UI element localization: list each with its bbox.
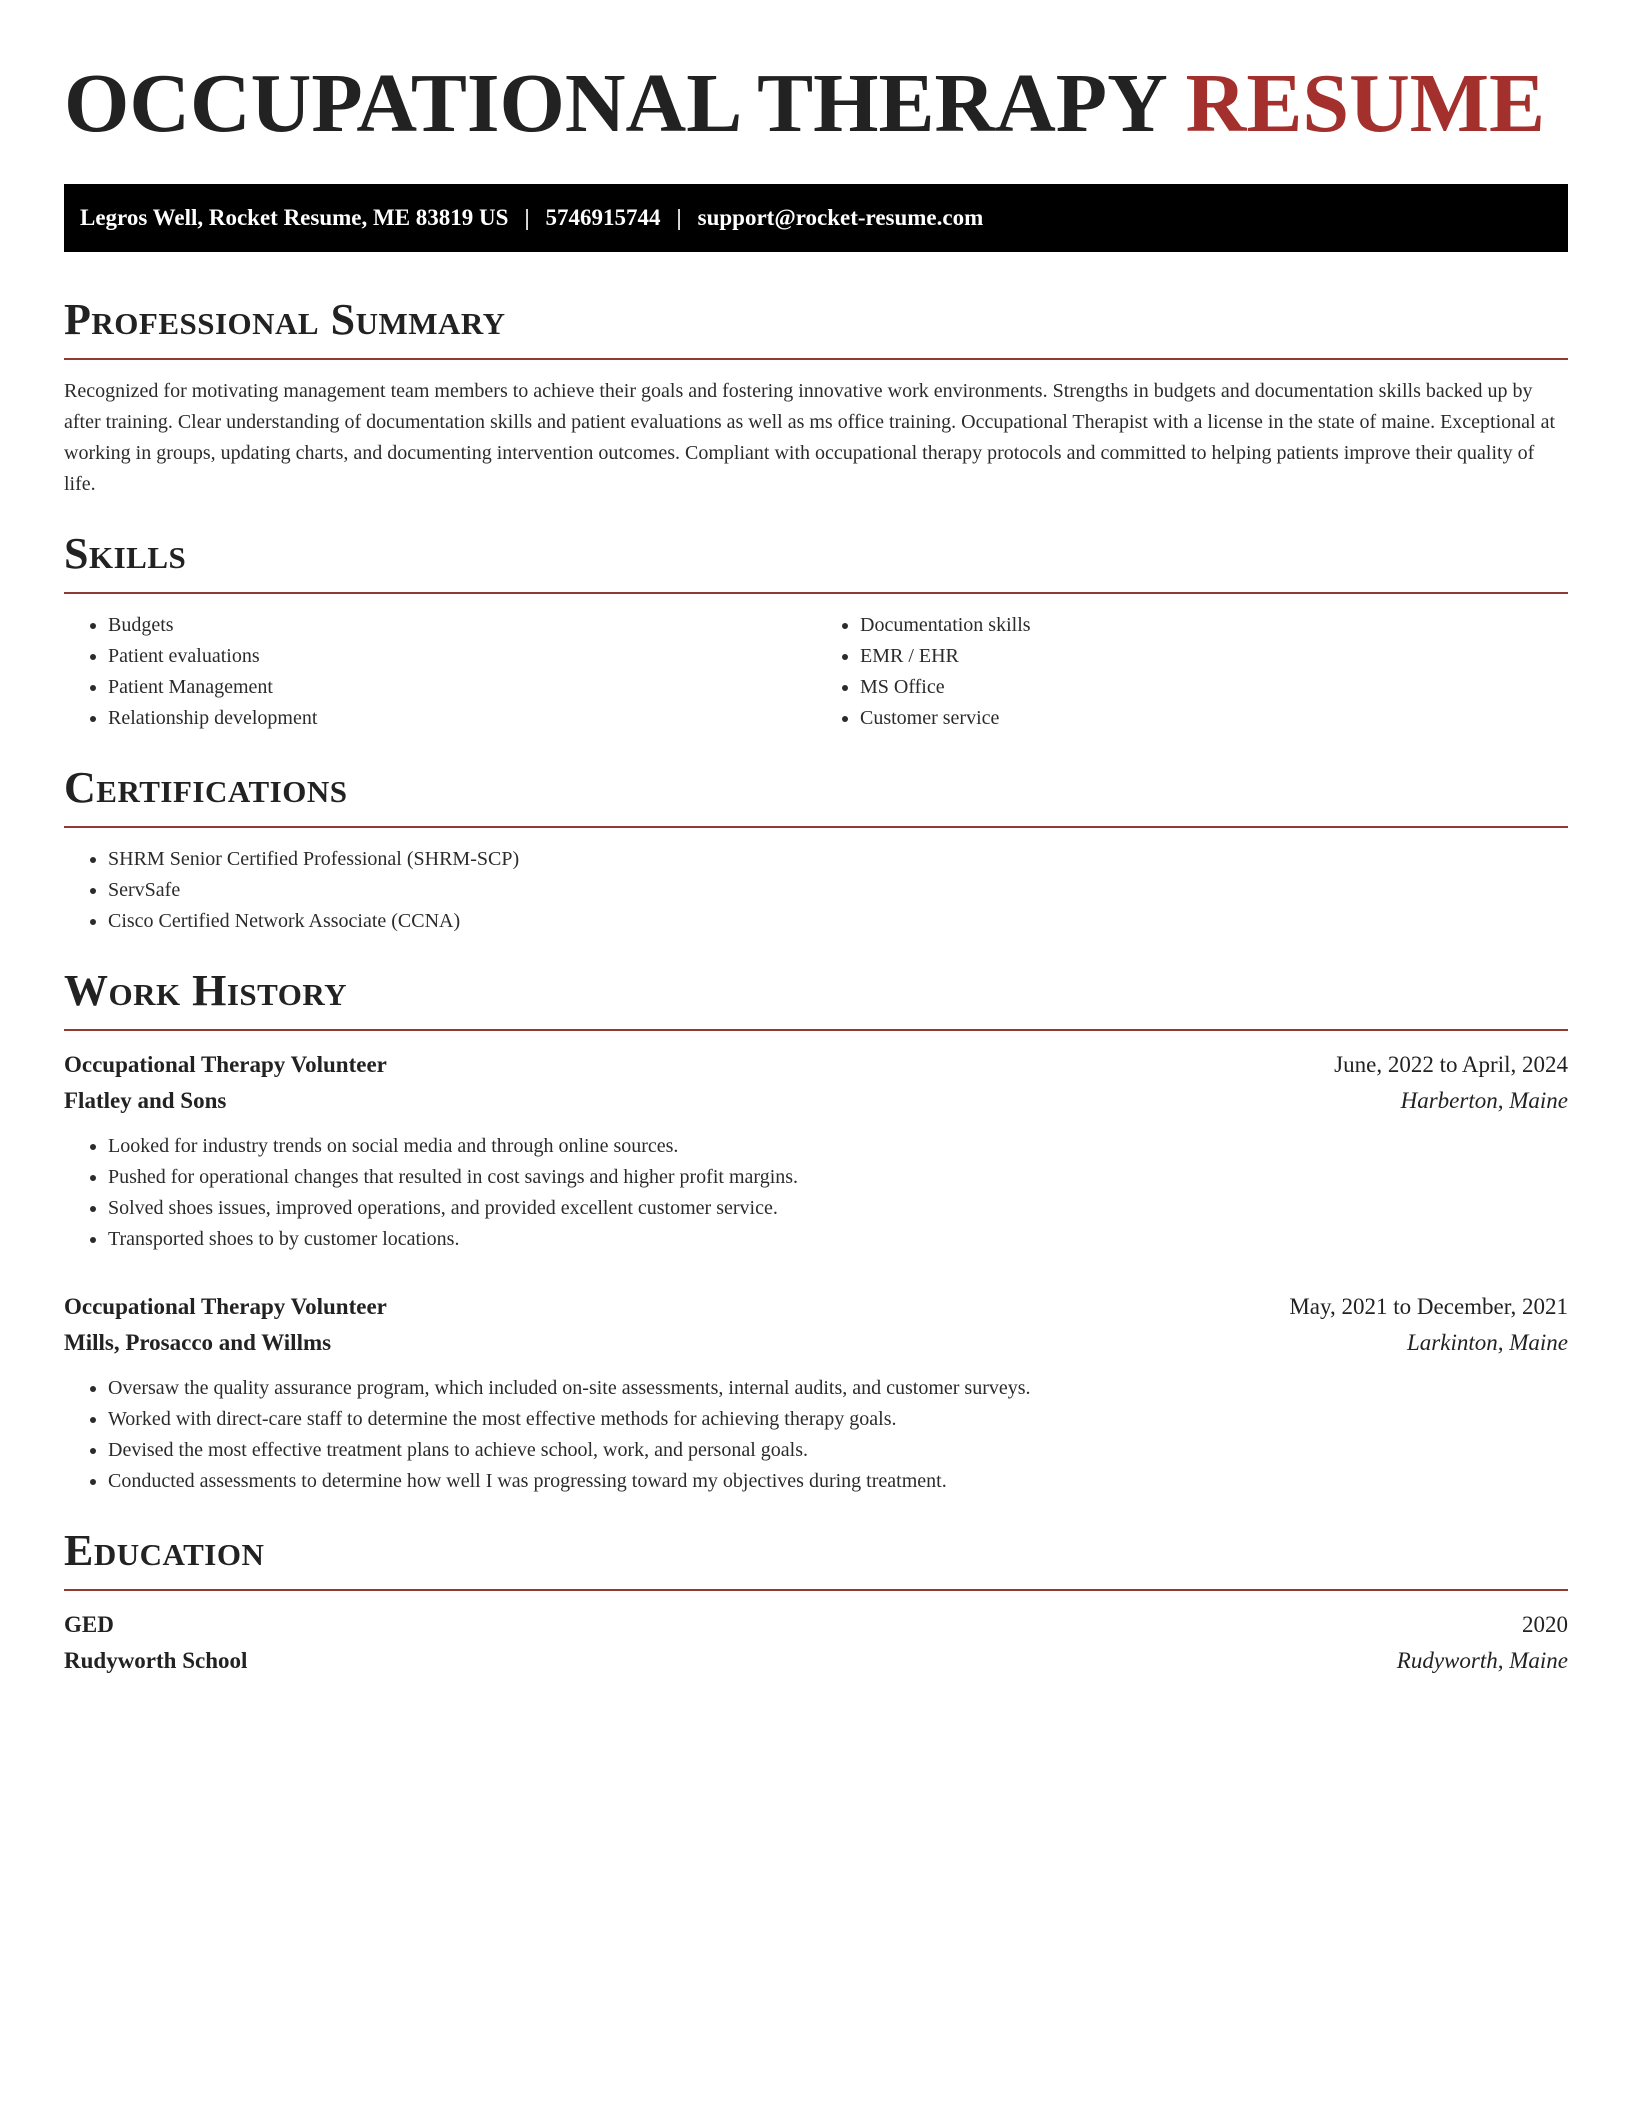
- job-entry: [64, 1289, 1568, 1497]
- job-bullet: • Looked for industry trends on social media and through online sources.: [108, 1131, 1568, 1162]
- contact-bar: [64, 184, 1568, 252]
- job-bullet: • Transported shoes to by customer locations.: [108, 1224, 1568, 1255]
- job-location: Larkinton, Maine: [1407, 1330, 1568, 1355]
- title-accent: RESUME: [1185, 57, 1546, 150]
- certifications-heading: Certifications: [64, 763, 348, 812]
- contact-separator: |: [524, 205, 530, 230]
- education-degree: GED: [64, 1612, 114, 1637]
- certifications-section: [64, 764, 1568, 937]
- summary-heading: Professional Summary: [64, 295, 506, 344]
- skills-grid: [64, 610, 1568, 734]
- job-title: Occupational Therapy Volunteer: [64, 1052, 387, 1077]
- section-divider: [64, 1029, 1568, 1031]
- contact-separator: |: [676, 205, 682, 230]
- skill-item: • MS Office: [860, 672, 1568, 703]
- skill-item: • Budgets: [108, 610, 816, 641]
- section-divider: [64, 358, 1568, 360]
- education-school-row: [64, 1643, 1568, 1679]
- job-entry: [64, 1047, 1568, 1255]
- job-title: Occupational Therapy Volunteer: [64, 1294, 387, 1319]
- skill-item: • EMR / EHR: [860, 641, 1568, 672]
- job-bullet: • Worked with direct-care staff to determine the most effective methods for achieving therapy goals.: [108, 1404, 1568, 1435]
- skills-list-left: [64, 610, 816, 734]
- job-company: Flatley and Sons: [64, 1088, 227, 1113]
- certification-item: • ServSafe: [108, 875, 1568, 906]
- job-bullets: [64, 1131, 1568, 1255]
- job-company-row: [64, 1083, 1568, 1119]
- certifications-list: [64, 844, 1568, 937]
- work-heading: Work History: [64, 966, 348, 1015]
- certification-item: • SHRM Senior Certified Professional (SHRM-SCP): [108, 844, 1568, 875]
- title-main: OCCUPATIONAL THERAPY: [64, 57, 1165, 150]
- summary-text: Recognized for motivating management team members to achieve their goals and fostering innovative work environments. Strengths in budgets and documentation skills backed up by after training. Clear understanding of documentation skills and patient evaluations as well as ms office training. Occupational Therapist with a license in the state of maine. Exceptional at working in groups, updating charts, and documenting intervention outcomes. Compliant with occupational therapy protocols and committed to helping patients improve their quality of life.: [64, 380, 1556, 495]
- job-bullet: • Devised the most effective treatment plans to achieve school, work, and personal goals.: [108, 1435, 1568, 1466]
- resume-title: [64, 56, 1568, 152]
- summary-section: [64, 296, 1568, 500]
- certification-item: • Cisco Certified Network Associate (CCNA): [108, 906, 1568, 937]
- education-location: Rudyworth, Maine: [1396, 1648, 1568, 1673]
- work-section: [64, 967, 1568, 1497]
- section-divider: [64, 592, 1568, 594]
- skill-item: • Relationship development: [108, 703, 816, 734]
- skill-item: • Documentation skills: [860, 610, 1568, 641]
- job-bullets: [64, 1373, 1568, 1497]
- contact-address: Legros Well, Rocket Resume, ME 83819 US: [80, 205, 509, 230]
- job-bullet: • Pushed for operational changes that resulted in cost savings and higher profit margins.: [108, 1162, 1568, 1193]
- job-dates: June, 2022 to April, 2024: [1334, 1052, 1568, 1077]
- job-bullet: • Solved shoes issues, improved operations, and provided excellent customer service.: [108, 1193, 1568, 1224]
- skills-section: [64, 530, 1568, 734]
- education-heading: Education: [64, 1526, 265, 1575]
- education-degree-row: [64, 1607, 1568, 1643]
- section-divider: [64, 826, 1568, 828]
- skill-item: • Patient evaluations: [108, 641, 816, 672]
- contact-phone: 5746915744: [545, 205, 661, 230]
- job-company: Mills, Prosacco and Willms: [64, 1330, 332, 1355]
- job-title-row: [64, 1047, 1568, 1083]
- job-bullet: • Conducted assessments to determine how well I was progressing toward my objectives during treatment.: [108, 1466, 1568, 1497]
- job-title-row: [64, 1289, 1568, 1325]
- skill-item: • Patient Management: [108, 672, 816, 703]
- education-section: [64, 1527, 1568, 1679]
- education-school: Rudyworth School: [64, 1648, 248, 1673]
- job-company-row: [64, 1325, 1568, 1361]
- section-divider: [64, 1589, 1568, 1591]
- job-location: Harberton, Maine: [1400, 1088, 1568, 1113]
- skills-list-right: [816, 610, 1568, 734]
- skill-item: • Customer service: [860, 703, 1568, 734]
- contact-email: support@rocket-resume.com: [697, 205, 984, 230]
- job-dates: May, 2021 to December, 2021: [1289, 1294, 1568, 1319]
- job-bullet: • Oversaw the quality assurance program, which included on-site assessments, internal audits, and customer surveys.: [108, 1373, 1568, 1404]
- skills-heading: Skills: [64, 529, 187, 578]
- education-year: 2020: [1522, 1612, 1568, 1637]
